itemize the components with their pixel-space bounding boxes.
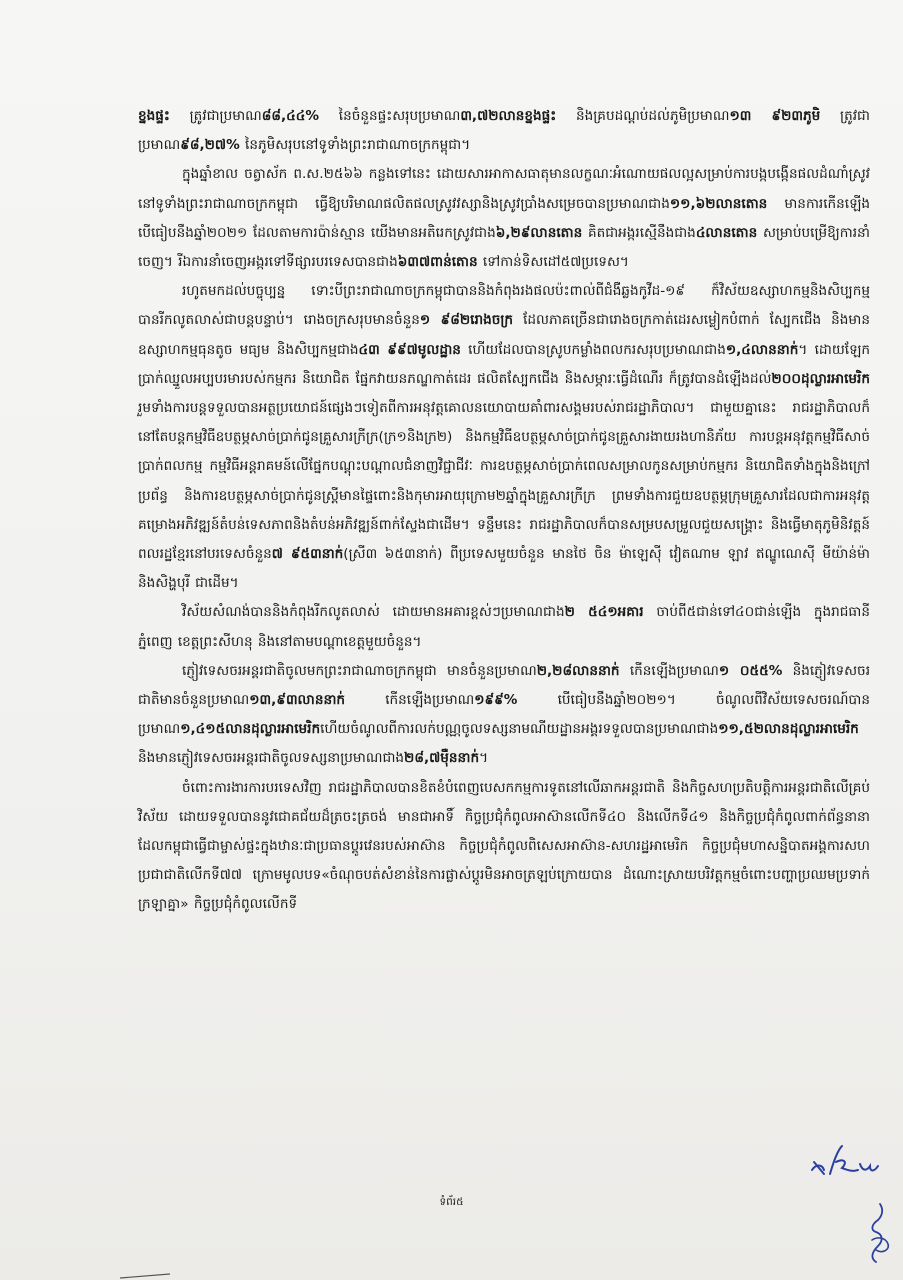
- bold-figure: ៤៣ ៩៩៧មូលដ្ឋាន: [358, 341, 461, 358]
- bold-figure: ១១,៥២លានដុល្លារអាមេរិក: [718, 721, 859, 738]
- text-run: ហើយចំណូលពីការលក់បណ្ណចូលទស្សនាមណីយដ្ឋានអង្គរទទួលបានប្រមាណជាង: [320, 721, 719, 738]
- paragraph: [138, 102, 870, 160]
- paragraph: [138, 277, 870, 598]
- text-run: ។: [479, 750, 489, 767]
- text-run: (ស្រី៣ ៦៥៣នាក់) ពីប្រទេសមួយចំនួន មានថៃ ចិន ម៉ាឡេស៊ី វៀតណាម ឡាវ ឥណ្ឌូណេស៊ី មីយ៉ាន់ម៉ា និងសិង្ហបុរី ជាដើម។: [138, 546, 870, 592]
- text-run: ក្នុងឆ្នាំខាល ចត្វាស័ក ព.ស.២៥៦៦ កន្លងទៅនេះ ដោយសារអាកាសធាតុមានលក្ខណៈអំណោយផលល្អសម្រាប់ការបង្កបង្កើនផលដំណាំស្រូវនៅទូទាំងព្រះរាជាណាចក្រកម្ពុជា ធ្វើឱ្យបរិមាណផលិតផលស្រូវវស្សានិងស្រូវប្រាំងសម្រេចបានប្រមាណជាង: [138, 166, 870, 212]
- bold-figure: ១៣,៩៣លាននាក់: [249, 692, 346, 709]
- text-run: ដែលភាគច្រើនជារោងចក្រកាត់ដេរសម្លៀកបំពាក់ ស្បែកជើង និងមានឧស្សាហកម្មធុនតូច មធ្យម និងសិប្បកម្មជាង: [138, 312, 870, 358]
- text-run: សម្រាប់បម្រើឱ្យការនាំចេញ។ រីឯការនាំចេញអង្ករទៅទីផ្សារបរទេសបានជាង: [138, 224, 871, 271]
- paragraph: [138, 160, 870, 277]
- bold-figure: ៦៣៧ពាន់តោន: [397, 254, 478, 271]
- text-run: និងគ្របដណ្តប់ដល់ភូមិប្រមាណ: [556, 108, 730, 124]
- text-run: កើនឡើងប្រមាណ: [619, 662, 719, 679]
- text-run: កើនឡើងប្រមាណ: [345, 692, 475, 709]
- text-run: នៃចំនួនផ្ទះសរុបប្រមាណ: [319, 108, 461, 124]
- text-run: ត្រូវជាប្រមាណ: [138, 108, 870, 154]
- page-number: ទំព័រ៥: [439, 1196, 464, 1208]
- text-run: នៃភូមិសរុបនៅទូទាំងព្រះរាជាណាចក្រកម្ពុជា។: [239, 137, 471, 154]
- bold-figure: ២៨,៧ម៉ឺននាក់: [404, 750, 480, 767]
- text-run: ហើយដែលបានស្រូបកម្លាំងពលករសរុបប្រមាណជាង: [460, 341, 726, 358]
- text-run: ទៅកាន់ទិសដៅ៥៧ប្រទេស។: [477, 254, 629, 271]
- text-run: រួមទាំងការបន្តទទួលបានអត្ថប្រយោជន៍ផ្សេងៗទៀតពីការអនុវត្តគោលនយោបាយគាំពារសង្គមរបស់រាជរដ្ឋាភិបាល។ ជាមួយគ្នានេះ រាជរដ្ឋាភិបាលក៏នៅតែបន្តកម្មវិធីឧបត្ថម្ភសាច់ប្រាក់ជូនគ្រួសារក្រីក្រ(ក្រ១និងក្រ២) និងកម្មវិធីឧបត្ថម្ភសាច់ប្រាក់ជូនគ្រួសារងាយរងហានិភ័យ ការបន្តអនុវត្តកម្មវិធីសាច់ប្រាក់ពលកម្ម កម្មវិធីអន្តរាគមន៍លើផ្នែកបណ្តុះបណ្តាលជំនាញវិជ្ជាជីវៈ ការឧបត្ថម្ភសាច់ប្រាក់ពេលសម្រាលកូនសម្រាប់កម្មករ និយោជិតទាំងក្នុងនិងក្រៅប្រព័ន្ធ និងការឧបត្ថម្ភសាច់ប្រាក់ជូនស្ត្រីមានផ្ទៃពោះនិងកុមារអាយុក្រោម២ឆ្នាំក្នុងគ្រួសារក្រីក្រ ព្រមទាំងការជួយឧបត្ថម្ភក្រុមគ្រួសារដែលជាការអនុវត្តគម្រោងអភិវឌ្ឍន៍តំបន់ទេសភាពនិងតំបន់អភិវឌ្ឍន៍ពាក់ស្ទែងជាដើម។ ទន្ទឹមនេះ រាជរដ្ឋាភិបាលក៏បានសម្របសម្រួលជួយសង្គ្រោះ និងធ្វើមាតុភូមិនិវត្តន៍ពលរដ្ឋខ្មែរនៅបរទេសចំនួន: [138, 400, 870, 563]
- text-run: ភ្ញៀវទេសចរអន្តរជាតិចូលមកព្រះរាជាណាចក្រកម្ពុជា មានចំនួនប្រមាណ: [182, 662, 537, 679]
- paragraph: [138, 657, 870, 774]
- text-run: ត្រូវជាប្រមាណ: [169, 108, 262, 124]
- text-run: រហូតមកដល់បច្ចុប្បន្ន ទោះបីព្រះរាជាណាចក្រកម្ពុជាបាននិងកំពុងរងផលប៉ះពាល់ពីជំងឺឆ្លងកូវីដ-១៩ ក៏វិស័យឧស្សាហកម្មនិងសិប្បកម្មបានរីកលូតលាស់ជាបន្តបន្ទាប់។ រោងចក្រសរុបមានចំនួន: [138, 283, 870, 329]
- bold-figure: ៧ ៩៥៣នាក់: [271, 546, 344, 563]
- text-run: វិស័យសំណង់បាននិងកំពុងរីកលូតលាស់ ដោយមានអគារខ្ពស់ៗប្រមាណជាង: [182, 604, 565, 621]
- bold-figure: ១១,៦២លានតោន: [669, 195, 768, 212]
- bold-figure: ៦,២៩លានតោន: [495, 224, 583, 241]
- text-run: បើធៀបនឹងឆ្នាំ២០២១។ ចំណូលពីវិស័យទេសចរណ៍បានប្រមាណ: [138, 692, 870, 738]
- bold-figure: ៤លានតោន: [695, 224, 758, 241]
- bold-figure: ១,៤លាននាក់: [725, 341, 799, 358]
- bold-figure: ៩៨,២៧%: [180, 137, 240, 154]
- bold-figure: ២,២៨លាននាក់: [536, 662, 620, 679]
- text-run: ចាប់ពី៥ជាន់ទៅ៤០ជាន់ឡើង ក្នុងរាជធានីភ្នំពេញ ខេត្តព្រះសីហនុ និងនៅតាមបណ្តាខេត្តមួយចំនួន។: [138, 604, 870, 650]
- bold-figure: ៣,៧២លានខ្នងផ្ទះ: [460, 108, 557, 124]
- paragraph: [138, 774, 870, 920]
- text-run: ចំពោះការងារការបរទេសវិញ រាជរដ្ឋាភិបាលបានខិតខំបំពេញបេសកកម្មការទូតនៅលើឆាកអន្តរជាតិ និងកិច្ចសហប្រតិបត្តិការអន្តរជាតិលើគ្រប់វិស័យ ដោយទទួលបាននូវជោគជ័យដ៏ត្រចះត្រចង់ មានជាអាទិ៍ កិច្ចប្រជុំកំពូលអាស៊ានលើកទី៤០ និងលើកទី៤១ និងកិច្ចប្រជុំកំពូលពាក់ព័ន្ធនានា ដែលកម្ពុជាធ្វើជាម្ចាស់ផ្ទះក្នុងឋានៈជាប្រធានប្តូរវេនរបស់អាស៊ាន កិច្ចប្រជុំកំពូលពិសេសអាស៊ាន-សហរដ្ឋអាមេរិក កិច្ចប្រជុំមហាសន្និបាតអង្គការសហប្រជាជាតិលើកទី៧៧ ក្រោមមូលបទ«ចំណុចបត់សំខាន់នៃការផ្លាស់ប្តូរមិនអាចត្រឡប់ក្រោយបាន ដំណោះស្រាយបរិវត្តកម្មចំពោះបញ្ហាប្រឈមប្រទាក់ក្រឡាគ្នា» កិច្ចប្រជុំកំពូលលើកទី: [138, 779, 870, 913]
- bold-figure: ៨៨,៤៤%: [261, 108, 320, 124]
- bold-figure: ១៣ ៩២៣ភូមិ: [729, 108, 821, 124]
- text-run: ។ ដោយឡែកប្រាក់ឈ្នួលអប្បបរមារបស់កម្មករ និយោជិត ផ្នែកវាយនភណ្ឌកាត់ដេរ ផលិតស្បែកជើង និងសម្ភារៈធ្វើដំណើរ ក៏ត្រូវបានដំឡើងដល់: [138, 341, 870, 387]
- handwritten-initials: [808, 1140, 886, 1182]
- bold-figure: ១ ០៥៥%: [718, 662, 783, 679]
- bold-figure: ១ ៩៨២រោងចក្រ: [419, 312, 514, 329]
- text-run: និងភ្ញៀវទេសចរជាតិមានចំនួនប្រមាណ: [138, 662, 871, 709]
- bold-figure: ខ្នងផ្ទះ: [138, 108, 170, 124]
- handwritten-signature: [858, 1200, 898, 1266]
- text-run: គិតជាអង្ករស្មើនឹងជាង: [582, 224, 696, 241]
- bold-figure: ២០០ដុល្លារអាមេរិក: [771, 370, 870, 387]
- text-run: មានការកើនឡើង បើធៀបនឹងឆ្នាំ២០២១ ដែលតាមការប៉ាន់ស្មាន យើងមានអតិរេកស្រូវជាង: [138, 195, 870, 241]
- bold-figure: ១,៤១៥លានដុល្លារអាមេរិក: [180, 721, 321, 738]
- body-text: [138, 102, 870, 920]
- bold-figure: ២ ៥៤១អគារ: [564, 604, 644, 621]
- scan-edge-mark: [110, 1266, 310, 1280]
- bold-figure: ១៩៩%: [474, 692, 518, 709]
- text-run: និងមានភ្ញៀវទេសចរអន្តរជាតិចូលទស្សនាប្រមាណជាង: [138, 750, 405, 767]
- paragraph: [138, 598, 870, 656]
